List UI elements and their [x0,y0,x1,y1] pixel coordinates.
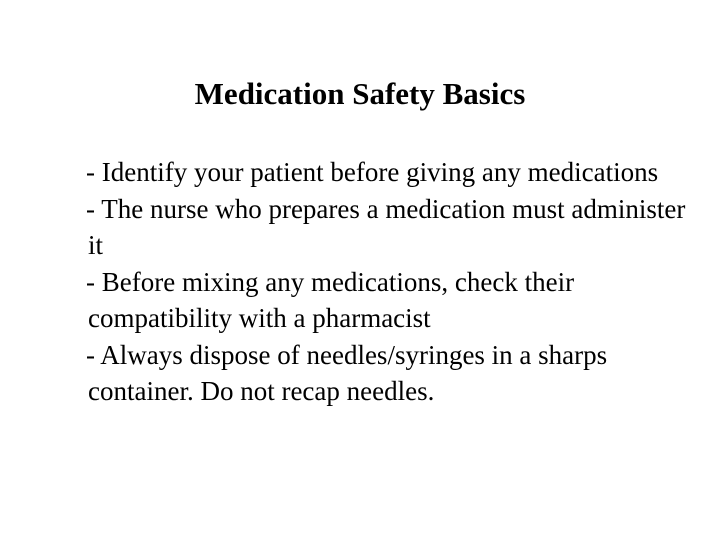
bullet-item-prepare-administer: - The nurse who prepares a medication must administer it [86,193,686,260]
bullet-item-identify-patient: - Identify your patient before giving any medications [86,157,659,187]
slide-title: Medication Safety Basics [194,76,526,111]
bullet-item-check-compatibility: - Before mixing any medications, check their compatibility with a pharmacist [86,266,575,333]
bullet-list [88,154,688,410]
bullet-item-sharps-disposal: - Always dispose of needles/syringes in a sharps container. Do not recap needles. [86,339,608,406]
